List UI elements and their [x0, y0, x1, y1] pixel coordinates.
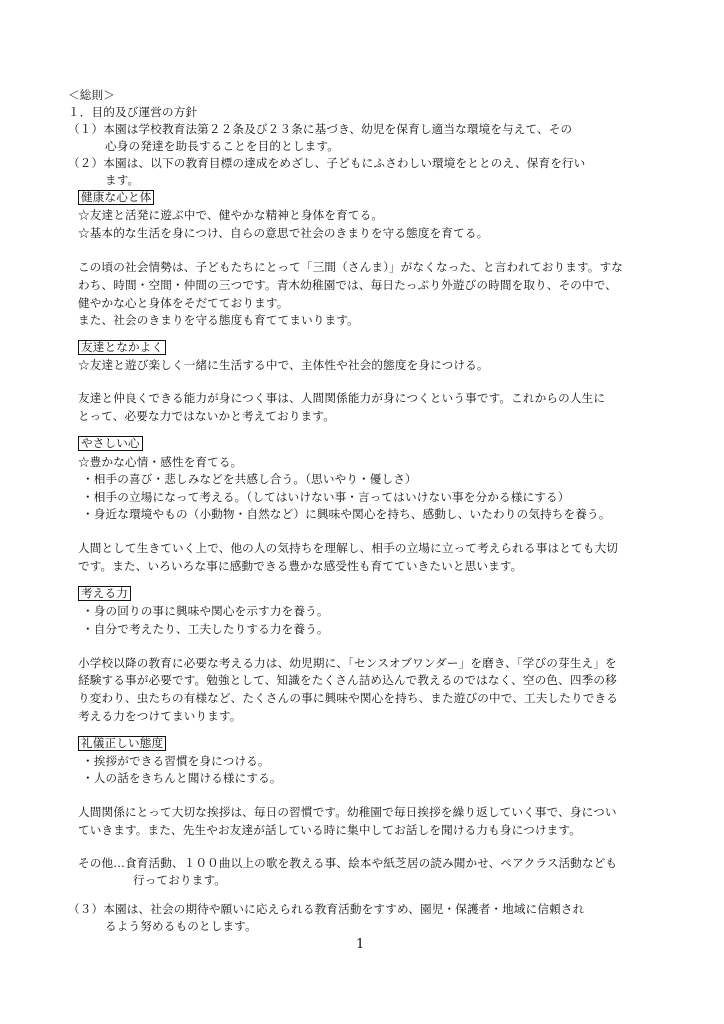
goal3-para-line1: 人間として生きていく上で、他の人の気持ちを理解し、相手の立場に立って考えられる事はとても大切	[78, 541, 618, 555]
goal5-heading-row	[78, 736, 166, 751]
goal3-heading: やさしい心	[78, 436, 143, 451]
goal5-sub2: ・人の話をきちんと聞ける様にする。	[82, 771, 282, 785]
goal1-para-line2: わち、時間・空間・仲間の三つです。青木幼稚園では、毎日たっぷり外遊びの時間を取り、その中で、	[78, 278, 618, 292]
goal1-heading-row	[78, 190, 154, 205]
header-label: ＜総則＞	[68, 88, 115, 102]
goal5-heading: 礼儀正しい態度	[78, 736, 166, 751]
goal4-heading-row	[78, 586, 131, 601]
item2-line1: （２）本園は、以下の教育目標の達成をめざし、子どもにふさわしい環境をととのえ、保育を行い	[68, 156, 586, 170]
goal3-bullet1: ☆豊かな心情・感性を育てる。	[78, 455, 243, 469]
goal5-para-line2: ていきます。また、先生やお友達が話している時に集中してお話しを聞ける力も身につけます。	[78, 823, 581, 837]
goal5-para-line1: 人間関係にとって大切な挨拶は、毎日の習慣です。幼稚園で毎日挨拶を繰り返していく事で、身につい	[78, 805, 617, 819]
goal1-para-line4: また、社会のきまりを守る態度も育ててまいります。	[78, 313, 359, 327]
goal4-para-line3: り変わり、虫たちの有様など、たくさんの事に興味や関心を持ち、また遊びの中で、工夫したりできる	[78, 691, 618, 705]
item3-line1: （３）本園は、社会の期待や願いに応えられる教育活動をすすめ、園児・保護者・地域に信頼され	[68, 902, 585, 916]
goal2-heading-row	[78, 340, 166, 355]
goal1-heading: 健康な心と体	[78, 190, 154, 205]
goal3-heading-row	[78, 436, 143, 451]
goal4-sub1: ・身の回りの事に興味や関心を示す力を養う。	[82, 604, 329, 618]
goal4-para-line4: 考える力をつけてまいります。	[78, 709, 242, 723]
goal2-bullet1: ☆友達と遊び楽しく一緒に生活する中で、主体性や社会的態度を身につける。	[78, 358, 489, 372]
item3-line2: るよう努めるものとします。	[105, 919, 257, 933]
goal5-sub1: ・挨拶ができる習慣を身につける。	[82, 754, 270, 768]
goal3-sub2: ・相手の立場になって考える。（してはいけない事・言ってはいけない事を分かる様にする）	[82, 490, 570, 504]
other-line1: その他…食育活動、１００曲以上の歌を教える事、絵本や紙芝居の読み聞かせ、ペアクラス活動なども	[78, 856, 618, 870]
section-title: １．目的及び運営の方針	[68, 105, 198, 119]
goal3-para-line2: です。また、いろいろな事に感動できる豊かな感受性も育てていきたいと思います。	[78, 559, 523, 573]
goal1-bullet1: ☆友達と活発に遊ぶ中で、健やかな精神と身体を育てる。	[78, 208, 384, 222]
goal4-para-line2: 経験する事が必要です。勉強として、知識をたくさん詰め込んで教えるのではなく、空の色、四季の移	[78, 673, 617, 687]
goal4-para-line1: 小学校以降の教育に必要な考える力は、幼児期に、「センスオブワンダー」を磨き、「学びの芽生え」を	[78, 656, 617, 670]
item1-line1: （１）本園は学校教育法第２２条及び２３条に基づき、幼児を保育し適当な環境を与えて、その	[68, 122, 573, 136]
goal2-para-line1: 友達と仲良くできる能力が身につく事は、人間関係能力が身につくという事です。これからの人生に	[78, 391, 606, 405]
page-number: 1	[356, 937, 365, 952]
item2-line2: ます。	[105, 173, 140, 187]
goal1-para-line3: 健やかな心と身体をそだてております。	[78, 296, 289, 310]
goal3-sub1: ・相手の喜び・悲しみなどを共感し合う。（思いやり・優しさ）	[82, 472, 417, 486]
goal3-sub3: ・身近な環境やもの（小動物・自然など）に興味や関心を持ち、感動し、いたわりの気持ちを養う。	[82, 507, 611, 521]
goal4-sub2: ・自分で考えたり、工夫したりする力を養う。	[82, 622, 329, 636]
goal2-para-line2: とって、必要な力ではないかと考えております。	[78, 409, 335, 423]
goal2-heading: 友達となかよく	[78, 340, 166, 355]
other-line2: 行っております。	[133, 873, 227, 887]
item1-line2: 心身の発達を助長することを目的とします。	[105, 139, 339, 153]
goal1-bullet2: ☆基本的な生活を身につけ、自らの意思で社会のきまりを守る態度を育てる。	[78, 226, 489, 240]
goal1-para-line1: この頃の社会情勢は、子どもたちにとって「三間（さんま）」がなくなった、と言われております。すな	[78, 260, 623, 274]
goal4-heading: 考える力	[78, 586, 131, 601]
